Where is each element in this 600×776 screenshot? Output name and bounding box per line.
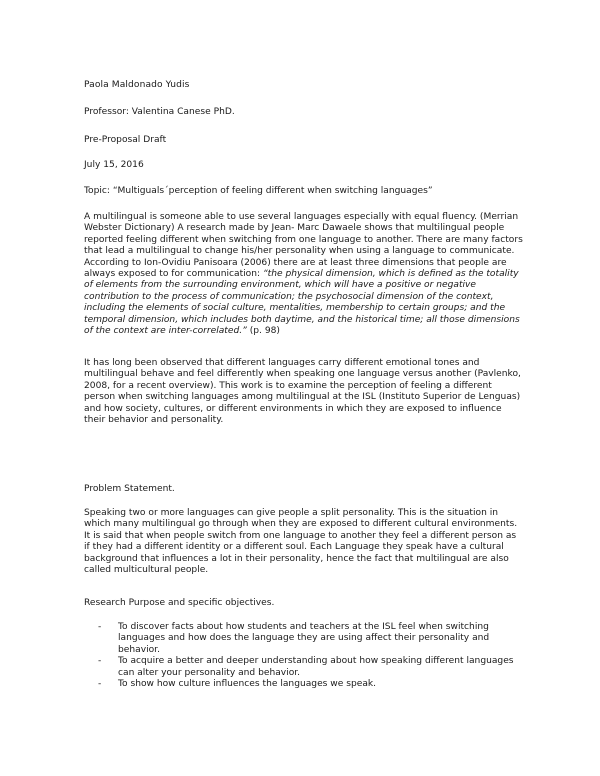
research-purpose-heading: Research Purpose and specific objectives. — [84, 598, 275, 608]
intro-text: A multilingual is someone able to use several languages especially with equal fluency. (Merrian Webster Dictionary) A research made by Jean- Marc Dawaele shows that multilingual people reported feeling different when switching from one language to another. There are many factors that lead a multilingual to change his/her personality when using a language to communicate. According to Ion-Ovidiu Panisoara (2006) there are at least three dimensions that people are always exposed to for communication: — [84, 212, 523, 280]
professor-line: Professor: Valentina Canese PhD. — [84, 107, 235, 117]
background-paragraph: It has long been observed that different languages carry different emotional tones and multilingual behave and feel differently when speaking one language versus another (Pavlenko, 2008, for a recent overview). This work is to examine the perception of feeling a different person when switching languages among multilingual at the ISL (Instituto Superior de Lenguas) and how society, cultures, or different environments in which they are exposed to influence their behavior and personality. — [84, 358, 521, 426]
draft-label: Pre-Proposal Draft — [84, 135, 167, 145]
problem-paragraph: Speaking two or more languages can give people a split personality. This is the situation in which many multilingual go through when they are exposed to different cultural environments. It is said that when people switch from one language to another they feel a different person as if they had a different identity or a different soul. Each Language they speak have a cultural background that influences a lot in their personality, hence the fact that multilingual are also called multicultural people. — [84, 508, 518, 576]
objectives-list — [84, 622, 524, 690]
date-line: July 15, 2016 — [84, 160, 144, 170]
list-item — [84, 622, 524, 656]
list-dash: - — [98, 656, 102, 667]
objective-text: To discover facts about how students and teachers at the ISL feel when switching languages and how does the language they are using affect their personality and behavior. — [118, 622, 490, 655]
intro-paragraph — [84, 212, 524, 337]
list-item — [84, 656, 524, 679]
problem-statement-heading: Problem Statement. — [84, 484, 175, 494]
list-item — [84, 679, 524, 690]
intro-quote: “the physical dimension, which is defined as the totality of elements from the surrounding environment, which will have a positive or negative contribution to the process of communication; the psychosocial dimension of the context, including the elements of social culture, mentalities, membership to certain groups; and the temporal dimension, which includes both daytime, and the historical time; all those dimensions of the context are inter-correlated.” — [84, 269, 520, 337]
list-dash: - — [98, 622, 102, 632]
objective-text: To show how culture influences the languages we speak. — [118, 679, 377, 690]
list-dash: - — [98, 679, 102, 690]
objective-text: To acquire a better and deeper understanding about how speaking different languages can alter your personality and behavior. — [118, 656, 514, 678]
topic-line: Topic: “Multiguals´perception of feeling different when switching languages” — [84, 186, 433, 196]
author-name: Paola Maldonado Yudis — [84, 80, 190, 90]
intro-citation: (p. 98) — [246, 326, 280, 337]
